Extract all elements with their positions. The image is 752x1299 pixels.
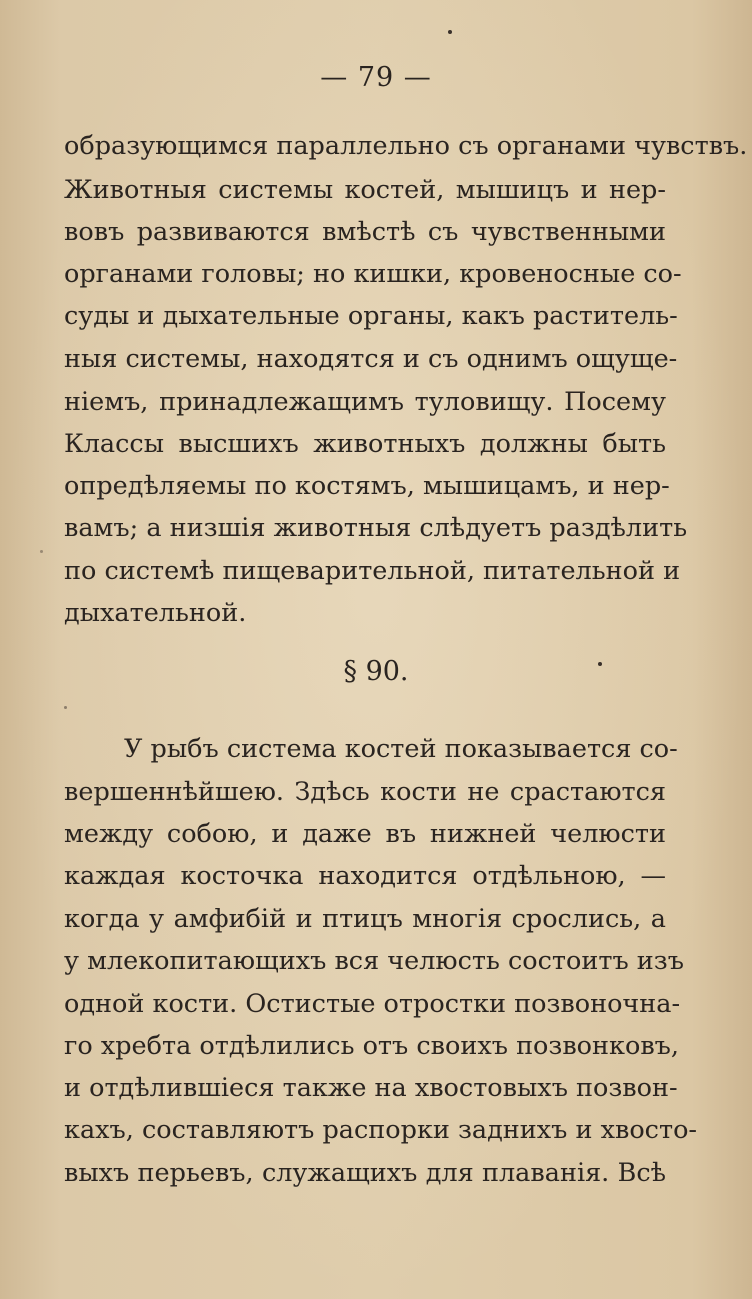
text-line: у млекопитающихъ вся челюсть состоитъ изъ <box>64 946 684 976</box>
text-line: одной кости. Остистые отростки позвоночна- <box>64 989 681 1019</box>
text-line: вовъ развиваются вмѣстѣ съ чувственными <box>64 217 666 247</box>
text-line: вамъ; а низшiя животныя слѣдуетъ раздѣлить <box>64 513 688 543</box>
text-line: вершеннѣйшею. Здѣсь кости не срастаются <box>64 777 666 807</box>
text-line: образующимся параллельно съ органами чувствъ. <box>64 131 748 161</box>
text-line: органами головы; но кишки, кровеносные со- <box>64 259 682 289</box>
text-line: и отдѣлившiеся также на хвостовыхъ позвон- <box>64 1073 678 1103</box>
text-line: Классы высшихъ животныхъ должны быть <box>64 429 666 459</box>
text-line: нiемъ, принадлежащимъ туловищу. Посему <box>64 387 666 417</box>
text-line: каждая косточка находится отдѣльною, — <box>64 861 666 891</box>
text-line: кахъ, составляютъ распорки заднихъ и хвосто- <box>64 1115 698 1145</box>
section-heading: § 90. <box>343 656 409 687</box>
paper-speck <box>598 662 602 666</box>
text-line: У рыбъ система костей показывается со- <box>124 734 678 764</box>
page-number: — 79 — <box>320 62 432 93</box>
text-line: опредѣляемы по костямъ, мышицамъ, и нер- <box>64 471 670 501</box>
text-line: по системѣ пищеварительной, питательной и <box>64 556 681 586</box>
text-line: го хребта отдѣлились отъ своихъ позвонковъ, <box>64 1031 680 1061</box>
text-line: суды и дыхательные органы, какъ раститель- <box>64 301 678 331</box>
paper-speck <box>448 30 452 34</box>
text-line: когда у амфибiй и птицъ многiя срослись, а <box>64 904 666 934</box>
text-line: дыхательной. <box>64 598 247 628</box>
text-line: ныя системы, находятся и съ однимъ ощуще- <box>64 344 678 374</box>
paper-speck <box>64 706 67 709</box>
paper-speck <box>40 550 43 553</box>
text-line: между собою, и даже въ нижней челюсти <box>64 819 666 849</box>
text-line: выхъ перьевъ, служащихъ для плаванiя. Всѣ <box>64 1158 666 1188</box>
text-line: Животныя системы костей, мышицъ и нер- <box>64 175 666 205</box>
